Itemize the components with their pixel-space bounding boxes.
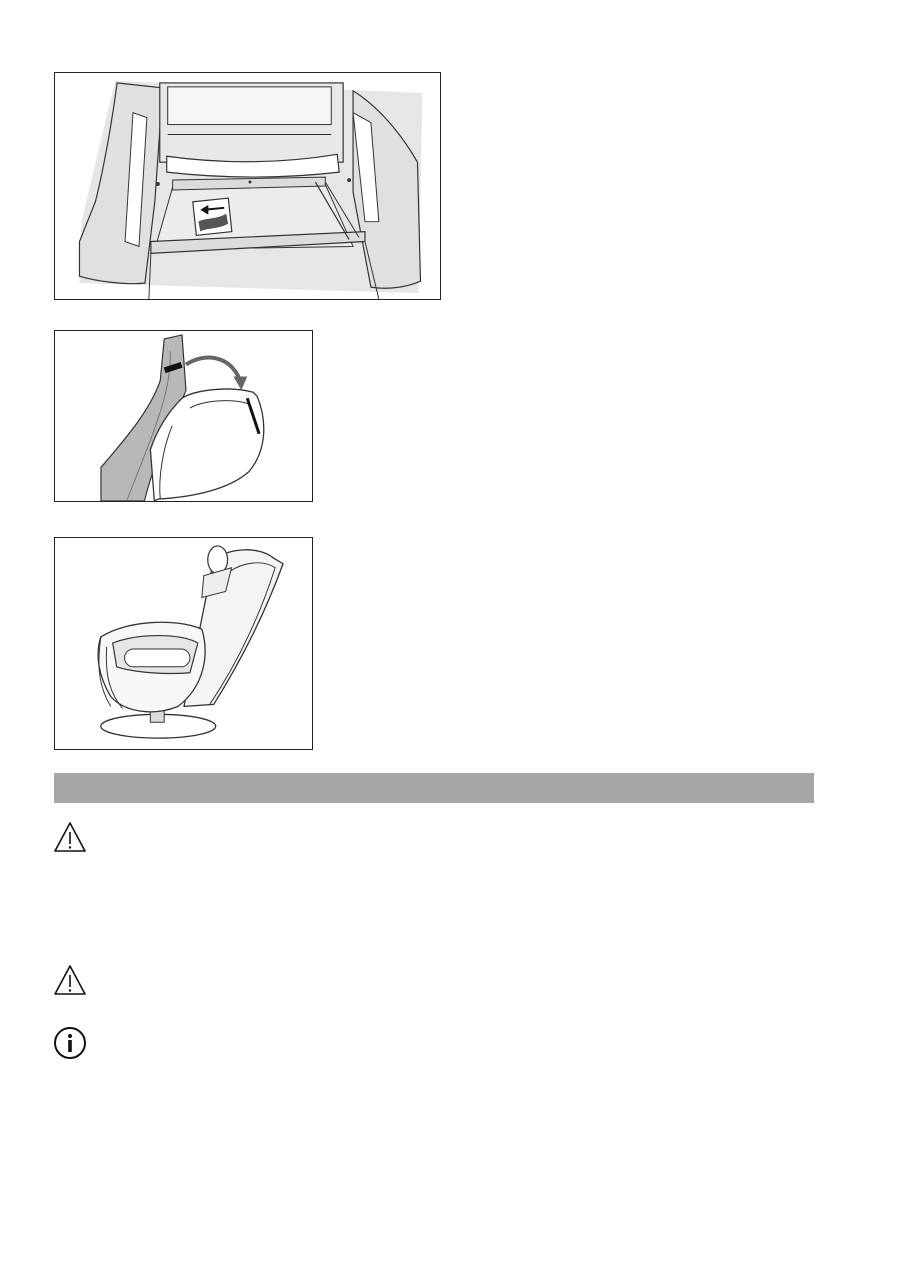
info-icon <box>53 1026 87 1060</box>
warning-icon <box>53 820 87 854</box>
massage-chair-figure <box>54 537 313 750</box>
chair-underside-illustration <box>55 73 440 299</box>
section-header-bar <box>54 773 814 803</box>
warning-icon <box>53 963 87 997</box>
chair-underside-figure <box>54 72 441 300</box>
backrest-flip-figure <box>54 330 313 502</box>
massage-chair-illustration <box>55 538 312 749</box>
backrest-flip-illustration <box>55 331 312 501</box>
